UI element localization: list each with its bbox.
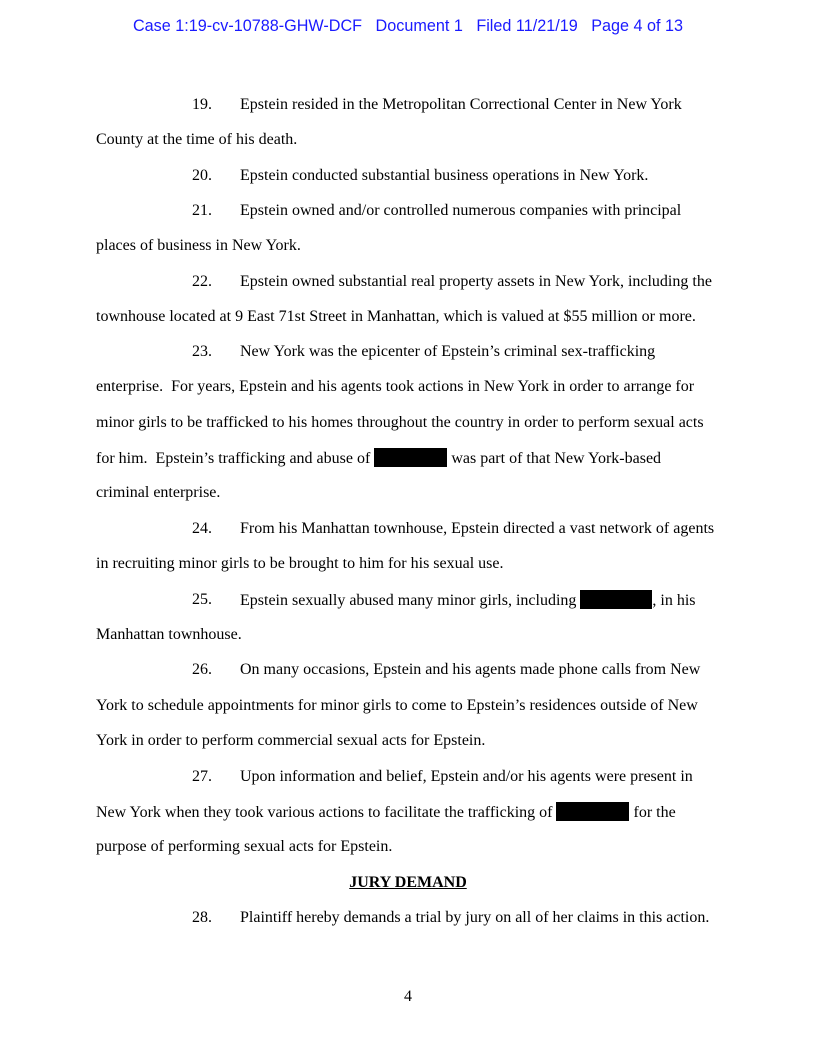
paragraph-number: 19.: [192, 96, 212, 113]
paragraph-text: New York was the epicenter of Epstein’s criminal sex-trafficking: [240, 343, 656, 360]
paragraph-number: 25.: [192, 591, 212, 608]
paragraph-number: 21.: [192, 202, 212, 219]
page-indicator: Page 4 of 13: [591, 17, 684, 35]
paragraph-text: Plaintiff hereby demands a trial by jury on all of her claims in this action.: [240, 909, 710, 926]
paragraph-number: 28.: [192, 909, 212, 926]
paragraph-text: for him. Epstein’s trafficking and abuse of: [96, 450, 371, 467]
section-heading: JURY DEMAND: [349, 874, 467, 891]
redaction-box: [580, 590, 652, 609]
paragraph-text: New York when they took various actions to facilitate the trafficking of: [96, 804, 553, 821]
paragraph-text: Epstein conducted substantial business operations in New York.: [240, 167, 649, 184]
redaction-box: [556, 802, 629, 821]
paragraph-text: in recruiting minor girls to be brought to him for his sexual use.: [96, 555, 504, 572]
paragraph-text: minor girls to be trafficked to his homes throughout the country in order to perform sexual acts: [96, 414, 704, 431]
paragraph-text: purpose of performing sexual acts for Epstein.: [96, 838, 393, 855]
paragraph-text-with-redaction: [96, 448, 661, 469]
paragraph-text: Epstein sexually abused many minor girls, including: [240, 592, 577, 609]
paragraph-number: 24.: [192, 520, 212, 537]
paragraph-text: for the: [633, 804, 676, 821]
paragraph-text: places of business in New York.: [96, 237, 301, 254]
paragraph-text: Upon information and belief, Epstein and/or his agents were present in: [240, 768, 693, 785]
paragraph-text: Epstein owned substantial real property assets in New York, including the: [240, 273, 712, 290]
paragraph-number: 22.: [192, 273, 212, 290]
paragraph-number: 23.: [192, 343, 212, 360]
paragraph-text: Manhattan townhouse.: [96, 626, 242, 643]
filed-date: Filed 11/21/19: [476, 17, 578, 35]
paragraph-text: townhouse located at 9 East 71st Street in Manhattan, which is valued at $55 million or more.: [96, 308, 696, 325]
paragraph-text: From his Manhattan townhouse, Epstein directed a vast network of agents: [240, 520, 715, 537]
paragraph-text: criminal enterprise.: [96, 484, 221, 501]
paragraph-number: 26.: [192, 661, 212, 678]
paragraph-text: York in order to perform commercial sexual acts for Epstein.: [96, 732, 486, 749]
page-number: 4: [404, 988, 412, 1005]
document-number: Document 1: [375, 17, 463, 35]
redaction-box: [374, 448, 447, 467]
paragraph-text: County at the time of his death.: [96, 131, 298, 148]
paragraph-text-with-redaction: [240, 590, 696, 611]
paragraph-number: 20.: [192, 167, 212, 184]
paragraph-text-with-redaction: [96, 802, 676, 823]
case-number: Case 1:19-cv-10788-GHW-DCF: [132, 17, 363, 35]
paragraph-text: Epstein resided in the Metropolitan Correctional Center in New York: [240, 96, 682, 113]
paragraph-text: Epstein owned and/or controlled numerous companies with principal: [240, 202, 682, 219]
paragraph-text: was part of that New York-based: [451, 450, 662, 467]
ecf-header: [0, 17, 816, 36]
paragraph-text: enterprise. For years, Epstein and his agents took actions in New York in order to arrange for: [96, 378, 695, 395]
paragraph-number: 27.: [192, 768, 212, 785]
paragraph-text: York to schedule appointments for minor girls to come to Epstein’s residences outside of New: [96, 697, 698, 714]
paragraph-text: On many occasions, Epstein and his agents made phone calls from New: [240, 661, 701, 678]
paragraph-text: , in his: [652, 592, 696, 609]
